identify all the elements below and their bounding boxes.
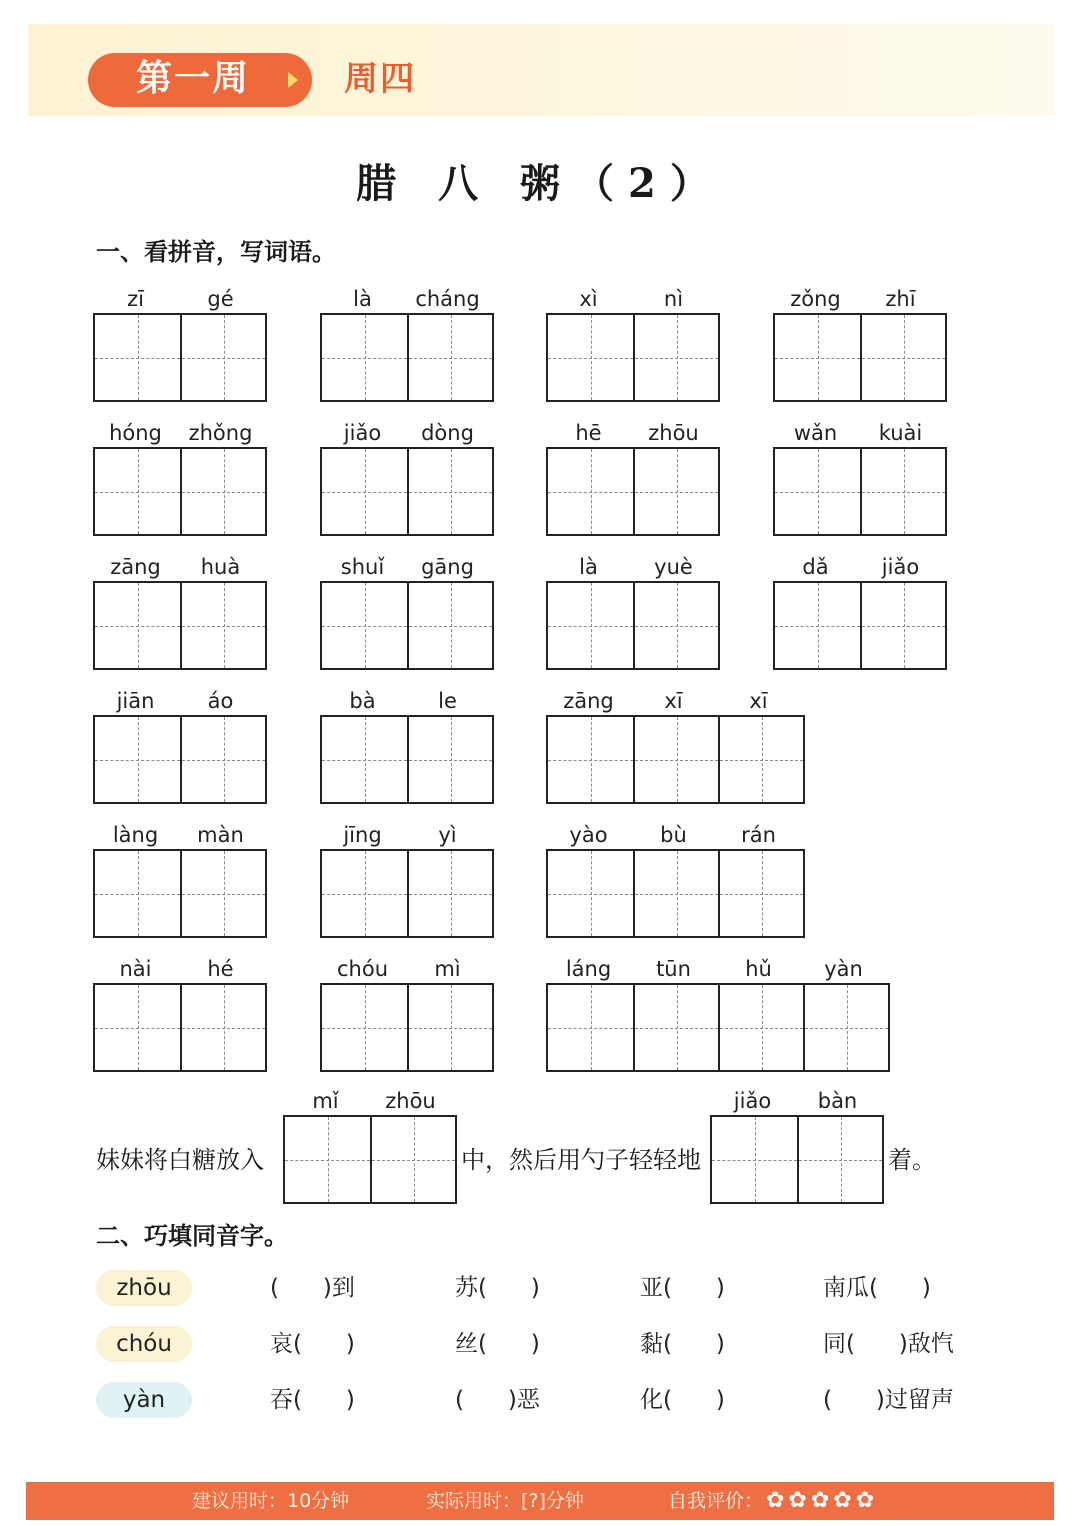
pinyin-word-1[interactable] [93,285,267,402]
pinyin-word-2[interactable] [320,285,494,402]
writing-box[interactable] [180,449,265,534]
pinyin-label: gé [207,287,234,311]
pinyin-label: yào [569,823,608,847]
rating-stars-icon[interactable]: ✿✿✿✿✿ [766,1488,879,1513]
pinyin-label: huà [200,555,241,579]
pinyin-word-8[interactable] [773,419,947,536]
sentence-blank-2[interactable] [710,1087,884,1204]
pinyin-label: dǎ [802,555,829,579]
homophone-pinyin: zhōu [96,1270,192,1306]
writing-box[interactable] [860,583,945,668]
writing-box[interactable] [548,583,633,668]
pinyin-label: zǒng [790,287,841,311]
pinyin-label: zhī [885,287,916,311]
pinyin-word-9[interactable] [93,553,267,670]
pinyin-label: jiǎo [343,421,382,445]
writing-box[interactable] [860,315,945,400]
pinyin-label: là [579,555,598,579]
writing-box[interactable] [548,851,633,936]
writing-box[interactable] [370,1117,455,1202]
writing-box[interactable] [633,851,718,936]
writing-box[interactable] [180,717,265,802]
pinyin-label: xī [664,689,683,713]
pinyin-label: hé [207,957,234,981]
pinyin-word-12[interactable] [773,553,947,670]
writing-box[interactable] [322,851,407,936]
pinyin-word-14[interactable] [320,687,494,804]
homophone-blank[interactable]: 化( ) [640,1387,725,1413]
writing-box[interactable] [718,985,803,1070]
pinyin-label: hē [575,421,602,445]
writing-box[interactable] [407,449,492,534]
pinyin-label: zī [127,287,144,311]
pinyin-label: jiǎo [733,1089,772,1113]
lesson-title: 腊 八 粥（2） [356,160,724,207]
writing-box[interactable] [775,315,860,400]
pinyin-word-7[interactable] [546,419,720,536]
pinyin-word-20[interactable] [320,955,494,1072]
homophone-blank[interactable]: ( )恶 [455,1387,540,1413]
sentence-part-3: 着。 [888,1146,936,1174]
writing-box[interactable] [407,583,492,668]
pinyin-label: jiān [116,689,155,713]
writing-box[interactable] [633,717,718,802]
pinyin-word-5[interactable] [93,419,267,536]
writing-box[interactable] [633,583,718,668]
pinyin-label: yàn [824,957,863,981]
writing-box[interactable] [95,717,180,802]
writing-box[interactable] [548,449,633,534]
pinyin-word-3[interactable] [546,285,720,402]
writing-box[interactable] [322,315,407,400]
pinyin-label: yì [438,823,457,847]
pinyin-label: le [438,689,457,713]
pinyin-label: là [353,287,372,311]
writing-box[interactable] [95,583,180,668]
pinyin-word-10[interactable] [320,553,494,670]
pinyin-label: mì [434,957,461,981]
writing-box[interactable] [407,717,492,802]
pinyin-label: yuè [654,555,693,579]
homophone-blank[interactable]: 同( )敌忾 [823,1331,954,1357]
suggested-time: 建议用时：10分钟 [192,1490,350,1512]
homophone-blank[interactable]: 南瓜( ) [823,1275,931,1301]
writing-box[interactable] [548,985,633,1070]
writing-box[interactable] [407,851,492,936]
pinyin-word-15[interactable] [546,687,805,804]
pinyin-label: nì [663,287,684,311]
pinyin-label: kuài [878,421,923,445]
pinyin-label: dòng [421,421,474,445]
writing-box[interactable] [407,315,492,400]
writing-box[interactable] [633,315,718,400]
homophone-pinyin: yàn [96,1382,192,1418]
homophone-blank[interactable]: 亚( ) [640,1275,725,1301]
homophone-blank[interactable]: 黏( ) [640,1331,725,1357]
writing-box[interactable] [95,985,180,1070]
pinyin-label: bà [349,689,376,713]
writing-box[interactable] [548,717,633,802]
homophone-blank[interactable]: 吞( ) [270,1387,355,1413]
writing-box[interactable] [180,583,265,668]
writing-box[interactable] [633,449,718,534]
writing-box[interactable] [797,1117,882,1202]
pinyin-label: bù [660,823,687,847]
section-2-heading: 二、巧填同音字。 [96,1222,288,1250]
writing-box[interactable] [95,315,180,400]
day-label: 周四 [344,59,416,99]
pinyin-label: zāng [563,689,614,713]
pinyin-label: bàn [817,1089,858,1113]
sentence-part-2: 中，然后用勺子轻轻地 [461,1146,701,1174]
writing-box[interactable] [180,315,265,400]
pinyin-label: jīng [343,823,382,847]
writing-box[interactable] [775,583,860,668]
pinyin-word-18[interactable] [546,821,805,938]
pinyin-label: zhǒng [188,421,253,445]
pinyin-word-16[interactable] [93,821,267,938]
pinyin-label: màn [197,823,244,847]
pinyin-label: chóu [336,957,388,981]
pinyin-label: jiǎo [881,555,920,579]
pinyin-label: zhōu [648,421,699,445]
pinyin-word-13[interactable] [93,687,267,804]
homophone-blank[interactable]: ( )过留声 [823,1387,954,1413]
pinyin-label: zhōu [385,1089,436,1113]
pinyin-word-17[interactable] [320,821,494,938]
homophone-blank[interactable]: 苏( ) [455,1275,540,1301]
section-1-heading: 一、看拼音，写词语。 [96,238,336,266]
writing-box[interactable] [180,985,265,1070]
homophone-blank[interactable]: 哀( ) [270,1331,355,1357]
pinyin-word-11[interactable] [546,553,720,670]
writing-box[interactable] [407,985,492,1070]
actual-time: 实际用时：[?]分钟 [426,1490,584,1512]
writing-box[interactable] [95,851,180,936]
writing-box[interactable] [285,1117,370,1202]
pinyin-label: zāng [110,555,161,579]
sentence-part-1: 妹妹将白糖放入 [96,1146,264,1174]
writing-box[interactable] [322,717,407,802]
pinyin-label: cháng [415,287,480,311]
pinyin-label: shuǐ [340,555,385,579]
arrow-right-icon [288,72,298,88]
pinyin-word-21[interactable] [546,955,890,1072]
writing-box[interactable] [548,315,633,400]
writing-box[interactable] [95,449,180,534]
pinyin-label: tūn [656,957,691,981]
pinyin-label: wǎn [793,421,838,445]
pinyin-label: láng [565,957,612,981]
pinyin-label: mǐ [312,1089,339,1113]
writing-box[interactable] [718,717,803,802]
homophone-blank[interactable]: ( )到 [270,1275,355,1301]
pinyin-label: áo [207,689,234,713]
week-label: 第一周 [136,58,251,99]
pinyin-word-19[interactable] [93,955,267,1072]
pinyin-word-4[interactable] [773,285,947,402]
pinyin-label: gāng [421,555,474,579]
pinyin-label: xī [749,689,768,713]
pinyin-label: hóng [109,421,162,445]
pinyin-label: rán [741,823,776,847]
writing-box[interactable] [180,851,265,936]
homophone-blank[interactable]: 丝( ) [455,1331,540,1357]
writing-box[interactable] [322,985,407,1070]
pinyin-label: làng [112,823,159,847]
writing-box[interactable] [803,985,888,1070]
self-evaluation-label: 自我评价： [668,1490,764,1512]
pinyin-label: nài [119,957,152,981]
writing-box[interactable] [633,985,718,1070]
sentence-blank-1[interactable] [283,1087,457,1204]
pinyin-label: hǔ [745,957,772,981]
pinyin-label: xì [579,287,598,311]
pinyin-word-6[interactable] [320,419,494,536]
writing-box[interactable] [718,851,803,936]
homophone-pinyin: chóu [96,1326,192,1362]
writing-box[interactable] [712,1117,797,1202]
writing-box[interactable] [322,449,407,534]
writing-box[interactable] [322,583,407,668]
writing-box[interactable] [775,449,860,534]
writing-box[interactable] [860,449,945,534]
